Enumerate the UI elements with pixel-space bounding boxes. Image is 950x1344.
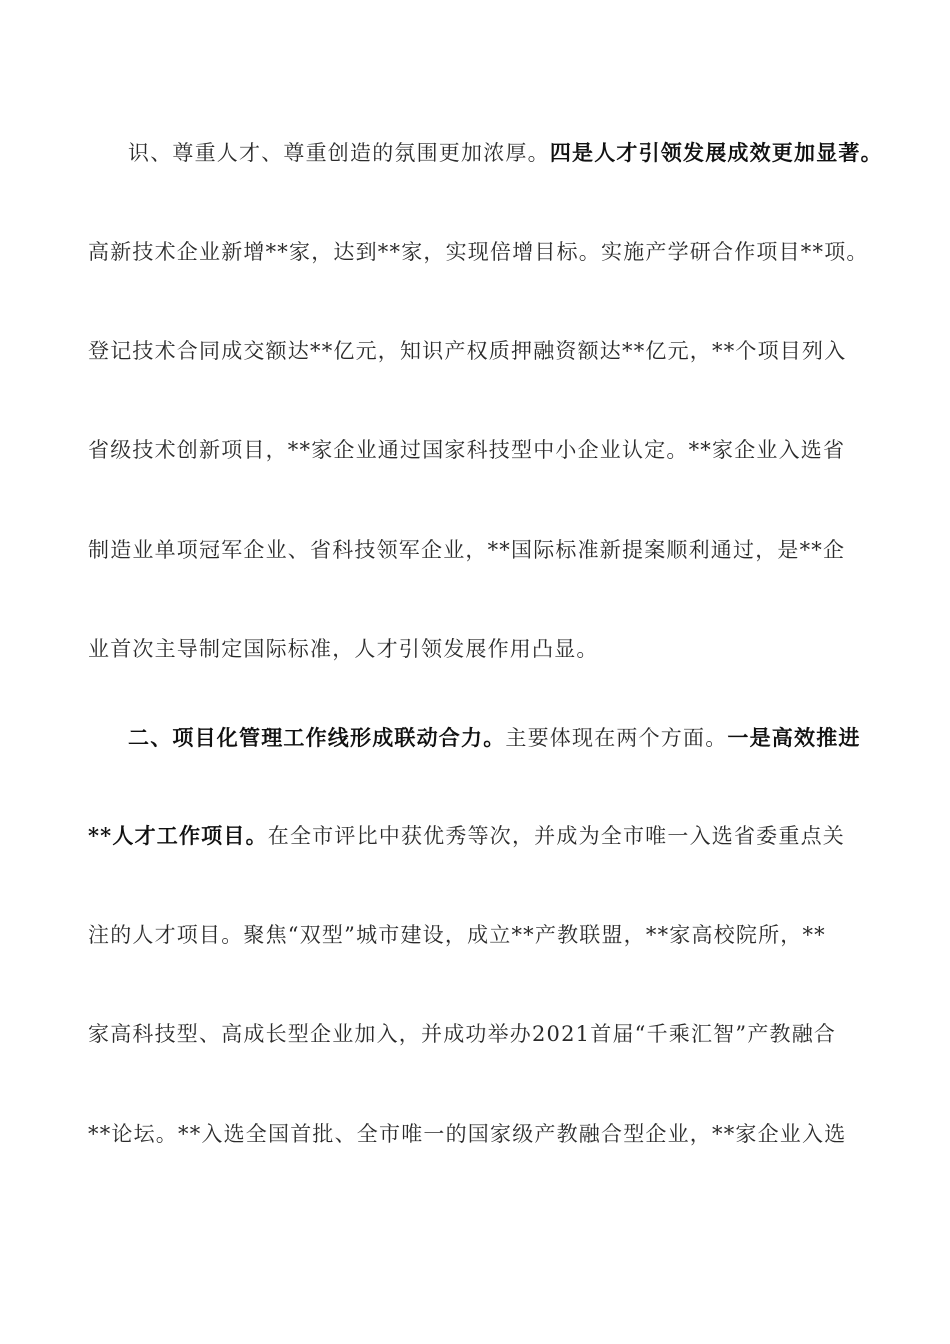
paragraph-line bbox=[88, 1119, 868, 1149]
text-segment: 登记技术合同成交额达**亿元，知识产权质押融资额达**亿元，**个项目列入 bbox=[88, 339, 847, 363]
bold-heading-segment: 四是人才引领发展成效更加显著。 bbox=[549, 140, 883, 165]
section-heading: 二、项目化管理工作线形成联动合力。 bbox=[128, 725, 506, 750]
text-segment: 在全市评比中获优秀等次，并成为全市唯一入选省委重点关 bbox=[267, 824, 845, 848]
paragraph-line bbox=[88, 237, 868, 267]
paragraph-line bbox=[88, 435, 868, 465]
text-segment: 制造业单项冠军企业、省科技领军企业，**国际标准新提案顺利通过，是**企 bbox=[88, 538, 846, 562]
paragraph-line bbox=[88, 336, 868, 366]
paragraph-line bbox=[88, 1019, 868, 1049]
text-segment: 家高科技型、高成长型企业加入，并成功举办2021首届“千乘汇智”产教融合 bbox=[88, 1022, 837, 1046]
text-segment: 识、尊重人才、尊重创造的氛围更加浓厚。 bbox=[128, 141, 550, 165]
paragraph-line bbox=[88, 634, 868, 664]
bold-heading-segment: **人才工作项目。 bbox=[88, 823, 268, 848]
paragraph-line bbox=[128, 138, 883, 168]
text-segment: 高新技术企业新增**家，达到**家，实现倍增目标。实施产学研合作项目**项。 bbox=[88, 240, 869, 264]
text-segment: 注的人才项目。聚焦“双型”城市建设，成立**产教联盟，**家高校院所，** bbox=[88, 923, 826, 947]
paragraph-line bbox=[88, 920, 868, 950]
text-segment: **论坛。**入选全国首批、全市唯一的国家级产教融合型企业，**家企业入选 bbox=[88, 1122, 847, 1146]
text-segment: 省级技术创新项目，**家企业通过国家科技型中小企业认定。**家企业入选省 bbox=[88, 438, 846, 462]
paragraph-line bbox=[88, 535, 868, 565]
text-segment: 业首次主导制定国际标准，人才引领发展作用凸显。 bbox=[88, 637, 599, 661]
bold-heading-segment: 一是高效推进 bbox=[727, 725, 861, 750]
section-heading-line bbox=[128, 723, 868, 753]
paragraph-line bbox=[88, 821, 868, 851]
text-segment: 主要体现在两个方面。 bbox=[505, 726, 728, 750]
